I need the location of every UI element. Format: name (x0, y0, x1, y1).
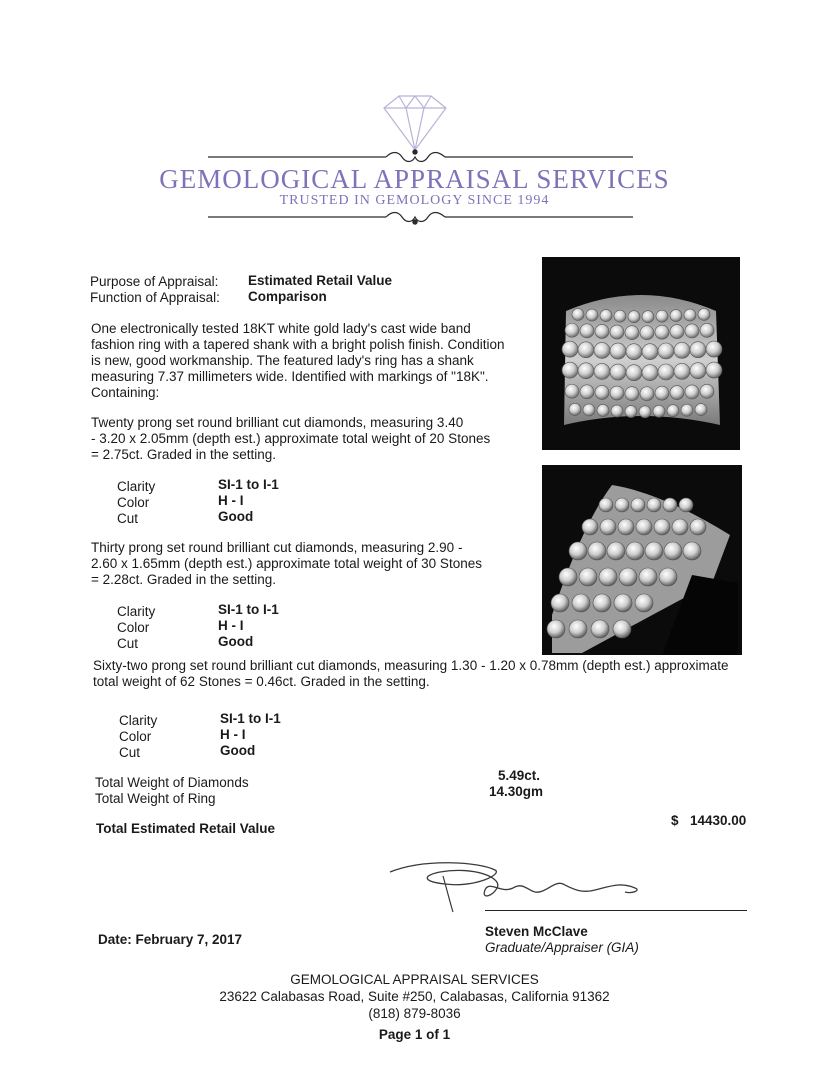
stone-line: - 3.20 x 2.05mm (depth est.) approximate total weight of 20 Stones (91, 431, 491, 446)
purpose-label: Purpose of Appraisal: (90, 274, 219, 289)
stone-line: 2.60 x 1.65mm (depth est.) approximate total weight of 30 Stones (91, 556, 482, 571)
company-name: GEMOLOGICAL APPRAISAL SERVICES (159, 164, 670, 194)
diamond-stone-icon (667, 405, 679, 417)
diamond-stone-icon (610, 325, 624, 339)
color-value: H - I (218, 493, 244, 508)
diamond-stone-icon (690, 519, 706, 535)
diamond-stone-icon (569, 542, 587, 560)
diamond-stone-icon (654, 519, 670, 535)
diamond-stone-icon (640, 387, 654, 401)
diamond-stone-icon (663, 498, 677, 512)
currency-symbol: $ (671, 813, 679, 828)
diamond-stone-icon (607, 542, 625, 560)
diamond-stone-icon (656, 310, 668, 322)
diamond-stone-icon (565, 384, 579, 398)
diamond-stone-icon (588, 542, 606, 560)
diamond-stone-icon (562, 341, 578, 357)
diamond-stone-icon (559, 568, 577, 586)
diamond-stone-icon (655, 325, 669, 339)
footer-address: 23622 Calabasas Road, Suite #250, Calabasas, California 91362 (219, 989, 610, 1004)
diamond-stone-icon (600, 519, 616, 535)
diamond-stone-icon (695, 404, 707, 416)
diamond-stone-icon (586, 309, 598, 321)
color-label: Color (117, 620, 150, 635)
diamond-stone-icon (582, 519, 598, 535)
footer-phone: (818) 879-8036 (368, 1006, 461, 1021)
ring-photo-angle (542, 465, 742, 655)
diamond-stone-icon (706, 341, 722, 357)
diamond-stone-icon (626, 542, 644, 560)
diamond-stone-icon (628, 311, 640, 323)
diamond-stone-icon (685, 324, 699, 338)
diamond-stone-icon (572, 308, 584, 320)
stone-group-1-description (91, 415, 521, 463)
total-retail-label: Total Estimated Retail Value (96, 821, 276, 836)
diamond-stone-icon (618, 519, 634, 535)
diamond-stone-icon (674, 363, 690, 379)
diamond-stone-icon (683, 542, 701, 560)
diamond-stone-icon (611, 405, 623, 417)
purpose-value: Estimated Retail Value (248, 273, 393, 288)
diamond-stone-icon (670, 325, 684, 339)
diamond-stone-icon (639, 406, 651, 418)
diamond-stone-icon (610, 343, 626, 359)
diamond-icon (384, 96, 446, 150)
diamond-stone-icon (674, 342, 690, 358)
diamond-stone-icon (670, 310, 682, 322)
diamond-stone-icon (578, 342, 594, 358)
diamond-stone-icon (642, 365, 658, 381)
diamond-stone-icon (614, 594, 632, 612)
appraisal-date: Date: February 7, 2017 (98, 932, 243, 947)
signature-image (385, 860, 745, 920)
total-retail-value: 14430.00 (690, 813, 747, 828)
diamond-stone-icon (593, 594, 611, 612)
diamond-stone-icon (645, 542, 663, 560)
diamond-stone-icon (578, 363, 594, 379)
appraiser-name: Steven McClave (485, 924, 588, 939)
diamond-stone-icon (610, 364, 626, 380)
signature-line (485, 910, 747, 911)
diamond-stone-icon (684, 309, 696, 321)
total-diamonds-value: 5.49ct. (498, 768, 541, 783)
clarity-label: Clarity (117, 479, 156, 494)
function-value: Comparison (248, 289, 327, 304)
total-ring-value: 14.30gm (489, 784, 544, 799)
diamond-stone-icon (635, 594, 653, 612)
color-value: H - I (220, 727, 246, 742)
clarity-label: Clarity (119, 713, 158, 728)
ring-top-view-image (542, 257, 740, 450)
diamond-stone-icon (685, 385, 699, 399)
diamond-stone-icon (613, 620, 631, 638)
total-ring-label: Total Weight of Ring (95, 791, 216, 806)
stone-line: = 2.75ct. Graded in the setting. (91, 447, 276, 462)
diamond-stone-icon (640, 326, 654, 340)
ring-photo-top (542, 257, 740, 450)
bottom-flourish-rule (208, 213, 633, 225)
diamond-stone-icon (655, 386, 669, 400)
diamond-stone-icon (690, 342, 706, 358)
color-value: H - I (218, 618, 244, 633)
function-label: Function of Appraisal: (90, 290, 220, 305)
diamond-stone-icon (569, 620, 587, 638)
diamond-stone-icon (583, 404, 595, 416)
diamond-stone-icon (614, 310, 626, 322)
stone-line: Sixty-two prong set round brilliant cut diamonds, measuring 1.30 - 1.20 x 0.78mm (depth est.) approximate (93, 658, 729, 673)
diamond-stone-icon (681, 404, 693, 416)
stone-group-3-description (93, 658, 753, 690)
cut-value: Good (218, 634, 254, 649)
diamond-stone-icon (625, 326, 639, 340)
diamond-stone-icon (619, 568, 637, 586)
diamond-stone-icon (672, 519, 688, 535)
description-line: One electronically tested 18KT white gold lady's cast wide band (91, 321, 471, 336)
ring-description (91, 321, 521, 401)
diamond-stone-icon (626, 344, 642, 360)
diamond-stone-icon (599, 498, 613, 512)
diamond-stone-icon (700, 384, 714, 398)
total-diamonds-label: Total Weight of Diamonds (95, 775, 249, 790)
diamond-stone-icon (658, 343, 674, 359)
cut-label: Cut (117, 636, 139, 651)
diamond-stone-icon (569, 403, 581, 415)
company-tagline: TRUSTED IN GEMOLOGY SINCE 1994 (279, 193, 550, 208)
description-line: measuring 7.37 millimeters wide. Identified with markings of "18K". (91, 369, 489, 384)
diamond-stone-icon (595, 324, 609, 338)
diamond-stone-icon (580, 324, 594, 338)
diamond-stone-icon (615, 498, 629, 512)
diamond-stone-icon (595, 385, 609, 399)
diamond-stone-icon (562, 362, 578, 378)
diamond-stone-icon (706, 362, 722, 378)
cut-label: Cut (117, 511, 139, 526)
diamond-stone-icon (639, 568, 657, 586)
diamond-stone-icon (591, 620, 609, 638)
cut-value: Good (220, 743, 256, 758)
diamond-stone-icon (664, 542, 682, 560)
cut-value: Good (218, 509, 254, 524)
top-flourish-rule (208, 150, 633, 162)
description-line: Containing: (91, 385, 160, 400)
diamond-stone-icon (579, 568, 597, 586)
diamond-stone-icon (647, 498, 661, 512)
diamond-stone-icon (626, 365, 642, 381)
clarity-value: SI-1 to I-1 (220, 711, 281, 726)
diamond-stone-icon (572, 594, 590, 612)
diamond-stone-icon (610, 386, 624, 400)
footer-company: GEMOLOGICAL APPRAISAL SERVICES (290, 972, 539, 987)
diamond-stone-icon (636, 519, 652, 535)
page-number: Page 1 of 1 (378, 1027, 451, 1042)
diamond-stone-icon (594, 363, 610, 379)
diamond-stone-icon (594, 342, 610, 358)
description-line: is new, good workmanship. The featured lady's ring has a shank (91, 353, 474, 368)
cut-label: Cut (119, 745, 141, 760)
appraiser-title: Graduate/Appraiser (GIA) (485, 940, 639, 955)
diamond-stone-icon (690, 363, 706, 379)
diamond-stone-icon (642, 311, 654, 323)
diamond-stone-icon (659, 568, 677, 586)
color-label: Color (119, 729, 152, 744)
stone-group-2-description (91, 540, 521, 588)
diamond-stone-icon (653, 405, 665, 417)
diamond-stone-icon (600, 310, 612, 322)
diamond-stone-icon (625, 387, 639, 401)
description-line: fashion ring with a tapered shank with a bright polish finish. Condition (91, 337, 505, 352)
stone-line: Thirty prong set round brilliant cut diamonds, measuring 2.90 - (91, 540, 463, 555)
diamond-stone-icon (625, 406, 637, 418)
color-label: Color (117, 495, 150, 510)
clarity-label: Clarity (117, 604, 156, 619)
diamond-stone-icon (599, 568, 617, 586)
stone-line: Twenty prong set round brilliant cut diamonds, measuring 3.40 (91, 415, 464, 430)
diamond-stone-icon (631, 498, 645, 512)
diamond-stone-icon (580, 385, 594, 399)
clarity-value: SI-1 to I-1 (218, 477, 279, 492)
diamond-stone-icon (698, 308, 710, 320)
ring-angle-view-image (542, 465, 742, 655)
diamond-stone-icon (551, 594, 569, 612)
diamond-stone-icon (547, 620, 565, 638)
clarity-value: SI-1 to I-1 (218, 602, 279, 617)
diamond-stone-icon (565, 323, 579, 337)
diamond-stone-icon (679, 498, 693, 512)
diamond-stone-icon (658, 364, 674, 380)
diamond-stone-icon (670, 386, 684, 400)
diamond-stone-icon (642, 344, 658, 360)
stone-line: total weight of 62 Stones = 0.46ct. Graded in the setting. (93, 674, 430, 689)
stone-line: = 2.28ct. Graded in the setting. (91, 572, 276, 587)
diamond-stone-icon (597, 404, 609, 416)
diamond-stone-icon (700, 323, 714, 337)
letterhead (0, 0, 829, 240)
